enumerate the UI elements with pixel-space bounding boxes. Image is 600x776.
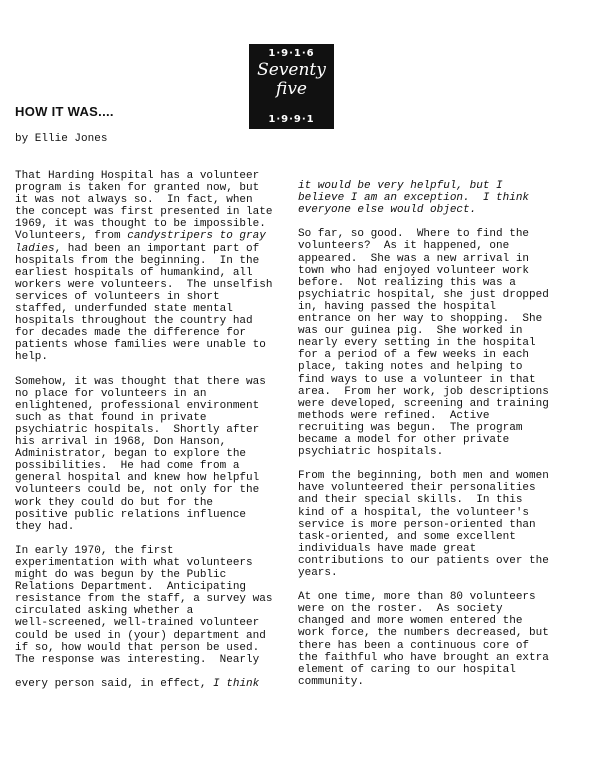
- text-run: ladies: [15, 242, 55, 255]
- text-run: services of volunteers in short: [15, 290, 220, 303]
- text-run: work force, the numbers decreased, but: [298, 627, 549, 640]
- text-line: [298, 240, 549, 252]
- text-line: [298, 627, 549, 639]
- text-run: before. Not realizing this was a: [298, 276, 516, 289]
- text-line: [15, 351, 272, 363]
- text-line: [15, 291, 272, 303]
- text-run: contributions to our patients over the: [298, 554, 549, 567]
- logo-year-bottom: 1·9·9·1: [268, 114, 315, 125]
- text-run: possibilities. He had come from a: [15, 460, 240, 473]
- text-run: psychiatric hospital, she just dropped: [298, 288, 549, 301]
- text-line: [298, 446, 549, 458]
- text-line: [298, 204, 549, 216]
- text-run: for a period of a few weeks in each: [298, 349, 530, 362]
- text-line: [15, 424, 272, 436]
- text-line: [15, 412, 272, 424]
- text-line: [298, 543, 549, 555]
- text-line: [15, 642, 272, 654]
- text-line: [298, 494, 549, 506]
- text-line: [298, 374, 549, 386]
- text-run: no place for volunteers in an: [15, 387, 207, 400]
- text-run: in, having passed the hospital: [298, 300, 497, 313]
- text-line: [15, 497, 272, 509]
- text-run: town who had enjoyed volunteer work: [298, 264, 530, 277]
- text-line: [15, 243, 272, 255]
- text-line: [15, 593, 272, 605]
- text-line: [15, 267, 272, 279]
- text-run: help.: [15, 351, 49, 364]
- text-run: for decades made the difference for: [15, 327, 247, 340]
- text-line: [298, 603, 549, 615]
- text-line: [15, 581, 272, 593]
- text-line: [15, 182, 272, 194]
- text-line: [15, 521, 272, 533]
- text-run: volunteers? As it happened, one: [298, 240, 510, 253]
- text-line: [298, 277, 549, 289]
- text-line: [15, 388, 272, 400]
- text-line: [15, 484, 272, 496]
- text-line: [298, 398, 549, 410]
- text-run: service is more person-oriented than: [298, 518, 536, 531]
- text-run: well-screened, well-trained volunteer: [15, 617, 260, 630]
- text-run: they had.: [15, 520, 75, 533]
- text-run: methods were refined. Active: [298, 409, 490, 422]
- text-line: [15, 206, 272, 218]
- text-run: changed and more women entered the: [298, 615, 523, 628]
- text-run: were developed, screening and training: [298, 397, 549, 410]
- text-run: area. From her work, job descriptions: [298, 385, 549, 398]
- text-line: [15, 460, 272, 472]
- text-run: element of caring to our hospital: [298, 663, 516, 676]
- text-run: could be used in (your) department and: [15, 629, 266, 642]
- text-line: [298, 301, 549, 313]
- text-run: the faithful who have brought an extra: [298, 651, 549, 664]
- text-run: years.: [298, 567, 338, 579]
- text-run: every person said, in effect,: [15, 677, 214, 690]
- text-run: staffed, underfunded state mental: [15, 303, 233, 316]
- text-run: nearly every setting in the hospital: [298, 337, 536, 350]
- text-line: [15, 376, 272, 388]
- text-line: [298, 434, 549, 446]
- logo-year-top: 1·9·1·6: [268, 48, 315, 59]
- text-run: his arrival in 1968, Don Hanson,: [15, 436, 227, 449]
- anniversary-logo: [249, 44, 334, 129]
- text-line: [15, 448, 272, 460]
- text-line: [298, 361, 549, 373]
- text-line: [15, 617, 272, 629]
- text-run: I think: [213, 677, 260, 690]
- text-line: [15, 472, 272, 484]
- text-run: psychiatric hospitals. Shortly after: [15, 423, 260, 436]
- text-line: [298, 458, 549, 470]
- text-run: task-oriented, and some excellent: [298, 530, 516, 543]
- text-run: candystripers to gray: [127, 230, 266, 243]
- text-run: community.: [298, 675, 365, 688]
- text-line: [298, 180, 549, 192]
- text-line: [298, 253, 549, 265]
- text-line: [298, 579, 549, 591]
- text-run: patients whose families were unable to: [15, 339, 266, 352]
- text-line: [298, 289, 549, 301]
- text-line: [15, 436, 272, 448]
- text-line: [15, 569, 272, 581]
- text-run: Relations Department. Anticipating: [15, 581, 247, 594]
- text-run: kind of a hospital, the volunteer's: [298, 506, 530, 519]
- text-line: [298, 567, 549, 579]
- text-line: [298, 313, 549, 325]
- text-run: the concept was first presented in late: [15, 206, 273, 219]
- text-line: [15, 545, 272, 557]
- text-line: [15, 400, 272, 412]
- text-line: [298, 519, 549, 531]
- text-run: became a model for other private: [298, 433, 510, 446]
- text-line: [15, 654, 272, 666]
- text-run: enlightened, professional environment: [15, 399, 260, 412]
- text-run: have volunteered their personalities: [298, 482, 536, 495]
- text-run: positive public relations influence: [15, 508, 247, 521]
- text-run: earliest hospitals of humankind, all: [15, 266, 253, 279]
- text-line: [298, 192, 549, 204]
- text-line: [15, 194, 272, 206]
- text-run: , had been an important part of: [54, 242, 260, 255]
- text-line: [298, 216, 549, 228]
- text-run: such as that found in private: [15, 411, 207, 424]
- text-run: So far, so good. Where to find the: [298, 228, 530, 241]
- text-line: [298, 652, 549, 664]
- text-run: find ways to use a volunteer in that: [298, 373, 536, 386]
- text-line: [298, 265, 549, 277]
- text-run: general hospital and knew how helpful: [15, 472, 260, 485]
- article-title: HOW IT WAS....: [15, 104, 114, 119]
- text-line: [15, 218, 272, 230]
- article-byline: by Ellie Jones: [15, 133, 108, 145]
- text-line: [298, 325, 549, 337]
- text-line: [298, 337, 549, 349]
- text-run: Administrator, began to explore the: [15, 448, 247, 461]
- text-run: might do was begun by the Public: [15, 569, 227, 582]
- text-run: there has been a continuous core of: [298, 639, 530, 652]
- text-line: [298, 640, 549, 652]
- text-line: [15, 279, 272, 291]
- text-line: [298, 664, 549, 676]
- text-run: it was not always so. In fact, when: [15, 194, 253, 207]
- text-run: That Harding Hospital has a volunteer: [15, 170, 260, 182]
- text-line: [15, 364, 272, 376]
- text-line: [15, 315, 272, 327]
- text-line: [15, 557, 272, 569]
- text-run: and their special skills. In this: [298, 494, 523, 507]
- text-run: resistance from the staff, a survey was: [15, 593, 273, 606]
- text-run: At one time, more than 80 volunteers: [298, 591, 536, 604]
- text-run: believe I am an exception. I think: [298, 192, 530, 205]
- text-line: [15, 666, 272, 678]
- text-line: [15, 605, 272, 617]
- text-run: circulated asking whether a: [15, 605, 194, 618]
- text-line: [15, 230, 272, 242]
- text-run: program is taken for granted now, but: [15, 182, 260, 195]
- text-line: [15, 533, 272, 545]
- text-line: [298, 228, 549, 240]
- text-run: place, taking notes and helping to: [298, 361, 523, 374]
- text-line: [298, 482, 549, 494]
- text-run: The response was interesting. Nearly: [15, 653, 260, 666]
- text-line: [298, 591, 549, 603]
- text-line: [298, 555, 549, 567]
- text-line: [298, 507, 549, 519]
- text-line: [298, 531, 549, 543]
- text-line: [298, 470, 549, 482]
- text-line: [15, 255, 272, 267]
- text-run: experimentation with what volunteers: [15, 557, 253, 569]
- right-column: [298, 180, 549, 688]
- text-run: hospitals from the beginning. In the: [15, 254, 260, 267]
- text-run: Volunteers, from: [15, 230, 128, 243]
- text-line: [298, 615, 549, 627]
- text-run: psychiatric hospitals.: [298, 446, 444, 459]
- text-run: work they could do but for the: [15, 496, 214, 509]
- text-line: [15, 509, 272, 521]
- text-run: In early 1970, the first: [15, 544, 174, 557]
- text-run: individuals have made great: [298, 542, 477, 555]
- text-line: [298, 386, 549, 398]
- text-run: everyone else would object.: [298, 204, 477, 217]
- text-run: workers were volunteers. The unselfish: [15, 278, 273, 291]
- text-line: [298, 410, 549, 422]
- left-column: [15, 170, 272, 690]
- text-run: appeared. She was a new arrival in: [298, 252, 530, 265]
- text-run: were on the roster. As society: [298, 603, 503, 616]
- text-run: volunteers could be, not only for the: [15, 484, 260, 497]
- text-run: hospitals throughout the country had: [15, 315, 253, 328]
- text-line: [298, 676, 549, 688]
- text-run: it would be very helpful, but I: [298, 180, 503, 192]
- text-line: [15, 327, 272, 339]
- text-line: [15, 170, 272, 182]
- text-line: [298, 422, 549, 434]
- text-run: recruiting was begun. The program: [298, 421, 523, 434]
- text-line: [15, 678, 272, 690]
- text-run: From the beginning, both men and women: [298, 470, 549, 483]
- text-run: entrance on her way to shopping. She: [298, 313, 543, 326]
- text-line: [15, 339, 272, 351]
- text-run: if so, how would that person be used.: [15, 641, 260, 654]
- text-line: [298, 349, 549, 361]
- logo-script-line1: Seventy: [257, 60, 326, 80]
- text-run: was our guinea pig. She worked in: [298, 325, 523, 338]
- text-run: 1969, it was thought to be impossible.: [15, 218, 266, 231]
- logo-script-line2: five: [275, 79, 307, 99]
- text-run: Somehow, it was thought that there was: [15, 375, 266, 388]
- text-line: [15, 630, 272, 642]
- text-line: [15, 303, 272, 315]
